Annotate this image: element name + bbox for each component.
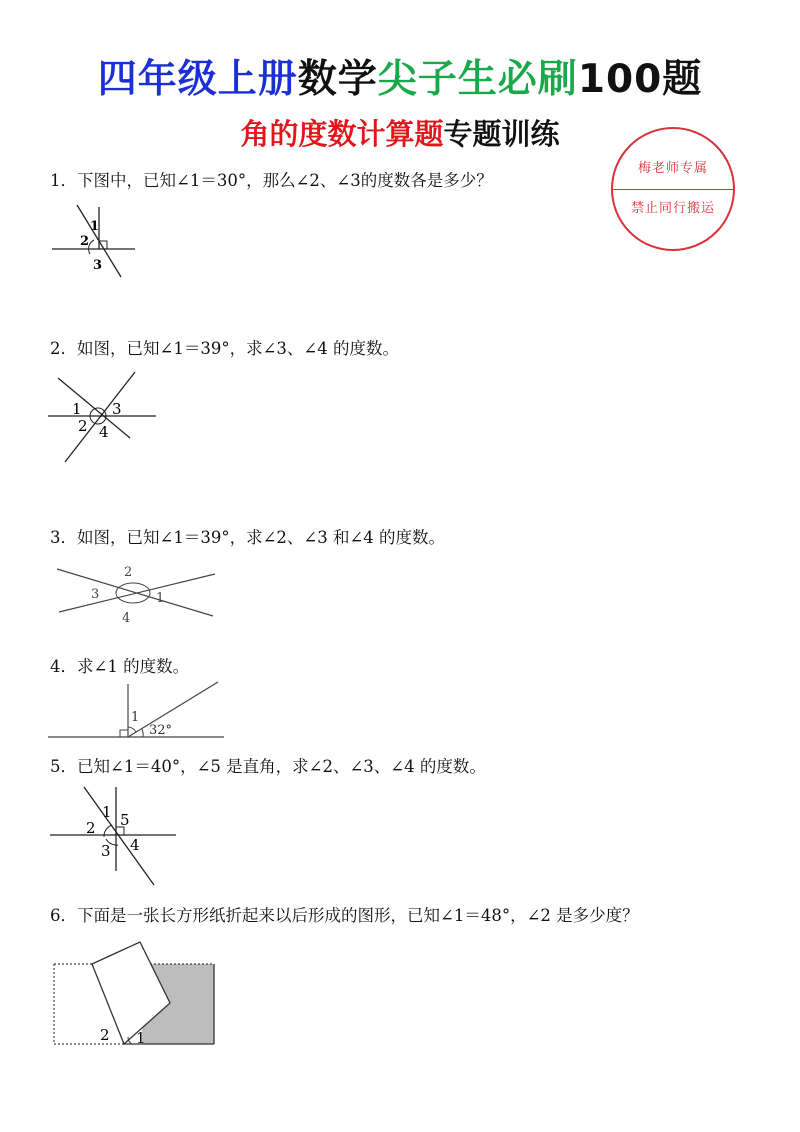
fig5-label-3: 3 — [101, 842, 111, 860]
figure-4 — [48, 680, 228, 740]
fig3-line-b — [59, 574, 215, 612]
fig3-label-2: 2 — [124, 565, 133, 580]
subtitle-part-training: 专题训练 — [443, 117, 560, 151]
title-part-top-student: 尖子生必刷 — [377, 57, 578, 102]
fig1-label-1: 1 — [90, 219, 100, 234]
fig4-label-32-degrees: 32° — [149, 723, 173, 738]
stamp-line-2: 禁止同行搬运 — [630, 201, 715, 216]
fig5-label-4: 4 — [130, 836, 140, 854]
figure-5 — [48, 785, 180, 887]
question-4: 4．求∠1 的度数。 — [50, 657, 190, 676]
teacher-stamp — [611, 127, 735, 251]
fig4-angle-32-arc — [142, 729, 143, 737]
fig6-label-1: 1 — [136, 1029, 146, 1047]
question-2: 2．如图，已知∠1＝39°，求∠3、∠4 的度数。 — [50, 339, 399, 358]
figure-1 — [48, 200, 148, 280]
fig5-label-5: 5 — [120, 811, 130, 829]
subtitle-part-topic: 角的度数计算题 — [240, 117, 444, 151]
fig2-label-3: 3 — [112, 400, 122, 418]
fig4-slanted-line — [128, 682, 218, 737]
fig6-label-2: 2 — [100, 1026, 110, 1044]
fig3-label-1: 1 — [156, 591, 165, 606]
figure-6 — [52, 940, 218, 1048]
fig2-label-4: 4 — [99, 423, 109, 441]
figure-3 — [55, 562, 217, 624]
question-1: 1．下图中，已知∠1＝30°，那么∠2、∠3的度数各是多少？ — [50, 171, 493, 190]
title-part-subject: 数学 — [297, 57, 378, 102]
fig4-label-1: 1 — [131, 710, 140, 725]
fig5-label-1: 1 — [102, 803, 112, 821]
figure-2 — [48, 372, 158, 464]
question-6: 6．下面是一张长方形纸折起来以后形成的图形，已知∠1＝48°，∠2 是多少度？ — [50, 906, 639, 925]
fig1-label-3: 3 — [93, 258, 103, 273]
title-part-grade: 四年级上册 — [97, 57, 298, 102]
stamp-line-1: 梅老师专属 — [637, 161, 708, 176]
fig3-label-4: 4 — [122, 611, 131, 626]
fig3-label-3: 3 — [91, 587, 100, 602]
fig4-angle-1-arc — [128, 727, 136, 732]
question-5: 5．已知∠1＝40°，∠5 是直角，求∠2、∠3、∠4 的度数。 — [50, 757, 486, 776]
title-part-count: 100题 — [577, 57, 703, 102]
fig3-line-a — [57, 569, 213, 616]
fig1-angle-arc — [89, 240, 94, 254]
fig1-label-2: 2 — [80, 234, 90, 249]
stamp-divider — [613, 189, 733, 190]
fig2-label-1: 1 — [72, 400, 82, 418]
fig3-angle-arc — [116, 583, 150, 603]
page-title — [0, 48, 800, 104]
question-3: 3．如图，已知∠1＝39°，求∠2、∠3 和∠4 的度数。 — [50, 528, 446, 547]
fig5-label-2: 2 — [86, 819, 96, 837]
fig2-label-2: 2 — [78, 417, 88, 435]
fig4-right-angle-mark — [120, 730, 128, 737]
